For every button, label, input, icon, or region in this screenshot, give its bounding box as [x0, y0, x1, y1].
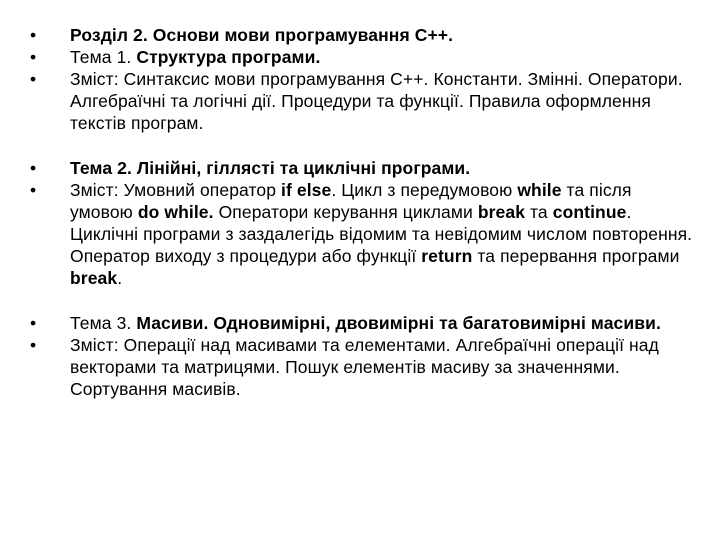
bullet-item-section-2 — [30, 24, 698, 46]
content-text: . Цикл з передумовою — [331, 180, 518, 200]
topic-label: Тема 1. — [70, 47, 137, 67]
topic-title: Структура програми. — [136, 47, 321, 67]
content-text: . — [117, 268, 123, 288]
bullet-item-topic-3 — [30, 312, 698, 334]
keyword: while — [517, 180, 562, 200]
bullet-icon: • — [30, 313, 37, 333]
keyword: break — [477, 202, 526, 222]
bullet-icon: • — [30, 47, 37, 67]
keyword: continue — [552, 202, 627, 222]
section-title: Розділ 2. Основи мови програмування С++. — [70, 25, 454, 45]
keyword: do while. — [137, 202, 214, 222]
bullet-icon: • — [30, 180, 37, 200]
slide-content — [30, 24, 698, 400]
keyword: break — [70, 268, 118, 288]
bullet-item-topic-2 — [30, 157, 698, 179]
content-text: Оператори керування циклами — [213, 202, 478, 222]
keyword: return — [421, 246, 473, 266]
topic-title: Тема 2. Лінійні, гіллясті та циклічні програми. — [70, 158, 471, 178]
bullet-item-topic-1 — [30, 46, 698, 68]
content-text: та перервання програми — [472, 246, 680, 266]
bullet-list — [30, 24, 698, 400]
bullet-icon: • — [30, 335, 37, 355]
bullet-icon: • — [30, 158, 37, 178]
content-text: Зміст: Операції над масивами та елементами. Алгебраїчні операції над векторами та матрицями. Пошук елементів масиву за значеннями. Сортування масивів. — [70, 335, 659, 399]
keyword: if else — [281, 180, 332, 200]
bullet-item-content-2 — [30, 179, 698, 289]
content-text: . Циклічні програми з заздалегідь відомим та невідомим числом повторення. Оператор виходу з процедури або функції — [70, 202, 693, 266]
topic-title: Масиви. Одновимірні, двовимірні та багатовимірні масиви. — [136, 313, 661, 333]
bullet-icon: • — [30, 69, 37, 89]
content-text: Зміст: Синтаксис мови програмування С++. Константи. Змінні. Оператори. Алгебраїчні та логічні дії. Процедури та функції. Правила оформлення текстів програм. — [70, 69, 683, 133]
content-text: та після умовою — [70, 180, 632, 222]
bullet-item-content-1 — [30, 68, 698, 134]
bullet-item-content-3 — [30, 334, 698, 400]
content-text: та — [525, 202, 553, 222]
topic-label: Тема 3. — [70, 313, 137, 333]
content-text: Зміст: Умовний оператор — [70, 180, 282, 200]
bullet-icon: • — [30, 25, 37, 45]
